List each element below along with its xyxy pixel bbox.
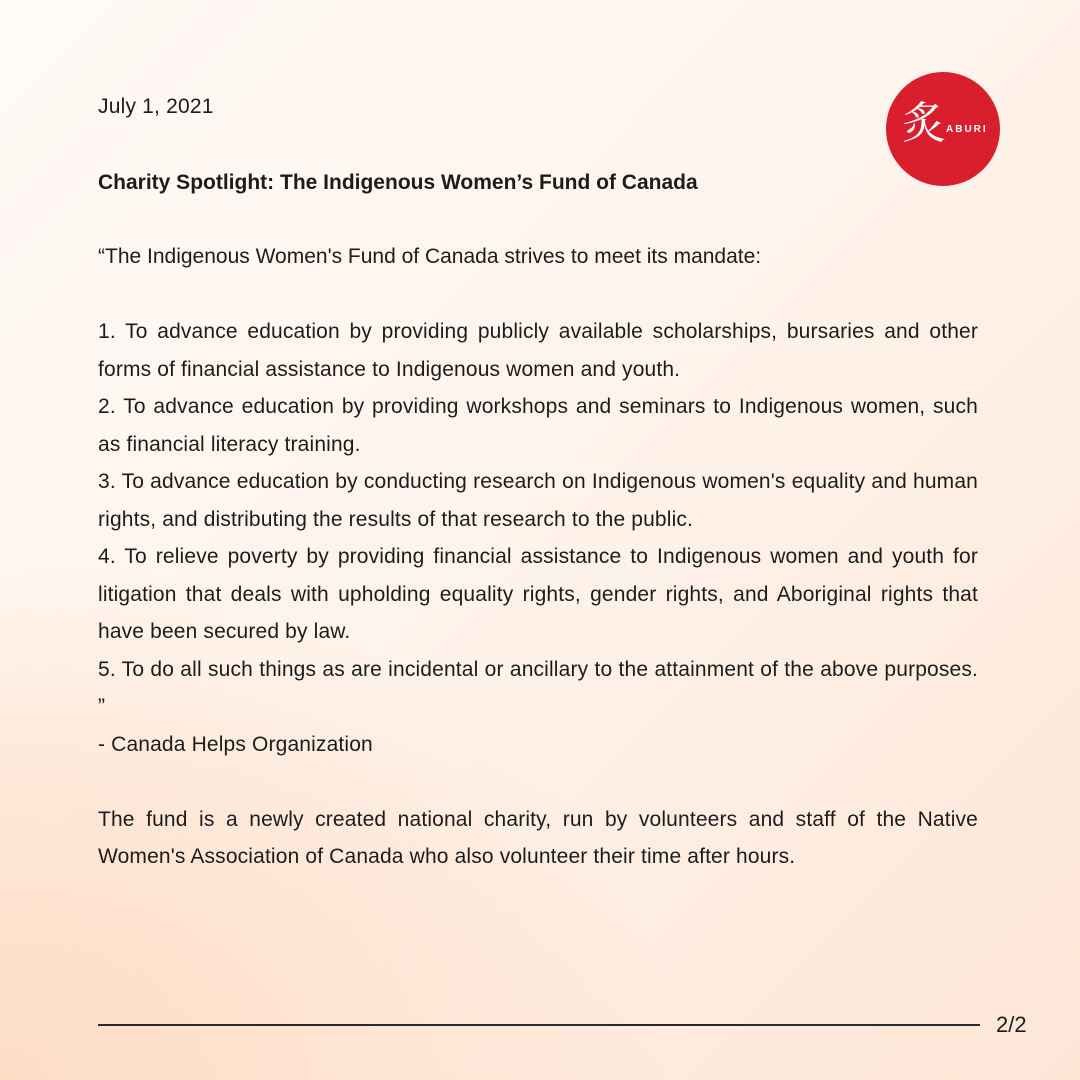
mandate-intro: “The Indigenous Women's Fund of Canada strives to meet its mandate:	[98, 245, 762, 268]
mandate-item: 1. To advance education by providing publicly available scholarships, bursaries and other forms of financial assistance to Indigenous women and youth.	[98, 320, 978, 381]
page-indicator: 2/2	[996, 1012, 1027, 1037]
footer-divider	[98, 1024, 980, 1026]
post-date: July 1, 2021	[98, 95, 214, 118]
post-body	[98, 88, 978, 876]
logo-glyph: 炙	[902, 98, 946, 149]
mandate-item: 2. To advance education by providing workshops and seminars to Indigenous women, such as financial literacy training.	[98, 395, 978, 456]
logo-brand-text: ABURI	[946, 124, 988, 135]
quote-attribution: - Canada Helps Organization	[98, 732, 373, 756]
mandate-item: 4. To relieve poverty by providing financial assistance to Indigenous women and youth for litigation that deals with upholding equality rights, gender rights, and Aboriginal rights that have been secured by law.	[98, 545, 978, 643]
mandate-item: 3. To advance education by conducting research on Indigenous women's equality and human rights, and distributing the results of that research to the public.	[98, 470, 978, 531]
mandate-item: 5. To do all such things as are incidental or ancillary to the attainment of the above purposes. ”	[98, 657, 978, 718]
mandate-list	[98, 313, 978, 763]
post-headline: Charity Spotlight: The Indigenous Women’s Fund of Canada	[98, 170, 698, 194]
closing-paragraph: The fund is a newly created national charity, run by volunteers and staff of the Native Women's Association of Canada who also volunteer their time after hours.	[98, 807, 978, 868]
